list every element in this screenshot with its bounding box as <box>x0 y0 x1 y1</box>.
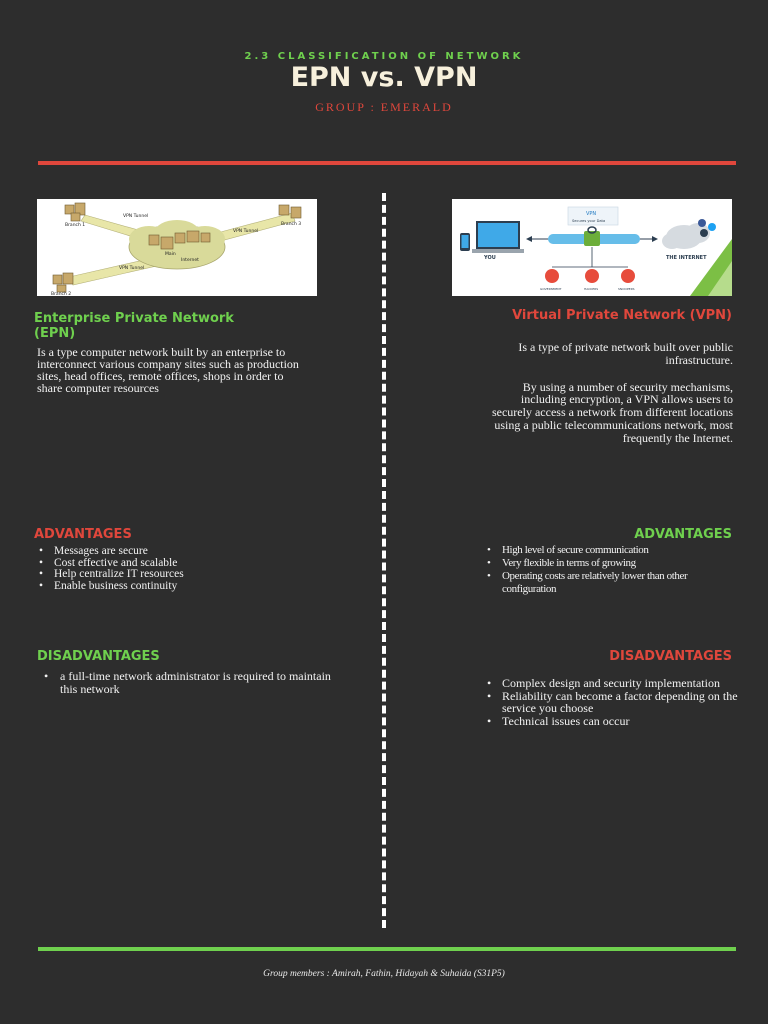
epn-tunnel-top-label: VPN Tunnel <box>123 214 149 219</box>
vpn-diagram-image <box>452 199 732 296</box>
list-item: • Cost effective and scalable <box>37 558 317 570</box>
vpn-image-government-label: GOVERNMENT <box>540 287 562 291</box>
page-title: EPN vs. VPN <box>290 62 478 93</box>
epn-internet-label: Internet <box>181 258 199 263</box>
epn-disadvantages-title: DISADVANTAGES <box>37 649 160 664</box>
epn-heading: Enterprise Private Network (EPN) <box>34 311 234 341</box>
epn-advantages-title: ADVANTAGES <box>34 527 132 542</box>
vpn-description-paragraph-2: By using a number of security mechanisms, including encryption, a VPN allows users to securely access a network from different locations using a public telecommunications network, most frequently the Internet. <box>491 379 733 445</box>
vpn-image-hackers-label: HACKERS <box>584 287 599 291</box>
list-item: • a full-time network administrator is required to maintain this network <box>42 670 332 695</box>
vpn-advantages-list <box>485 544 740 596</box>
list-item: • Messages are secure <box>37 546 317 558</box>
group-members-footer: Group members : Amirah, Fathin, Hidayah & Suhaida (S31P5) <box>263 969 505 979</box>
epn-tunnel-bottom-label: VPN Tunnel <box>119 266 145 271</box>
vpn-description-paragraph-1: Is a type of private network built over public infrastructure. <box>518 340 733 367</box>
list-item: • Complex design and security implementation <box>485 677 747 690</box>
vpn-heading: Virtual Private Network (VPN) <box>512 308 732 323</box>
epn-disadvantages-list <box>42 670 332 695</box>
epn-branch1-label: Branch 1 <box>65 223 86 228</box>
list-item: • Very flexible in terms of growing <box>485 557 740 570</box>
epn-description: Is a type computer network built by an enterprise to interconnect various company sites such as production sites, head offices, remote offices, shops in order to share computer resources <box>37 345 299 395</box>
epn-branch2-label: Branch 2 <box>51 292 72 296</box>
epn-tunnel-right-label: VPN Tunnel <box>233 229 259 234</box>
center-dashed-divider <box>382 193 386 928</box>
epn-advantages-list <box>37 546 317 592</box>
top-divider <box>38 161 736 165</box>
vpn-image-snoopers-label: SNOOPERS <box>618 287 635 291</box>
list-item: • Help centralize IT resources <box>37 569 317 581</box>
vpn-advantages-title: ADVANTAGES <box>634 527 732 542</box>
epn-main-label: Main <box>165 252 176 257</box>
list-item: • Enable business continuity <box>37 581 317 593</box>
epn-branch3-label: Branch 3 <box>281 222 302 227</box>
vpn-disadvantages-title: DISADVANTAGES <box>609 649 732 664</box>
epn-diagram-image <box>37 199 317 296</box>
list-item: • Operating costs are relatively lower than other configuration <box>485 570 740 596</box>
list-item: • Reliability can become a factor depending on the service you choose <box>485 690 747 715</box>
bottom-divider <box>38 947 736 951</box>
vpn-image-vpn-label: VPN <box>586 211 597 217</box>
vpn-image-internet-label: THE INTERNET <box>666 255 707 261</box>
vpn-description <box>480 341 733 459</box>
section-kicker: 2.3 CLASSIFICATION OF NETWORK <box>244 51 524 62</box>
group-label: GROUP : EMERALD <box>315 100 453 114</box>
list-item: • High level of secure communication <box>485 544 740 557</box>
vpn-disadvantages-list <box>485 677 747 727</box>
vpn-image-secures-label: Secures your Data <box>572 219 606 223</box>
vpn-image-you-label: YOU <box>484 255 496 261</box>
list-item: • Technical issues can occur <box>485 715 747 728</box>
